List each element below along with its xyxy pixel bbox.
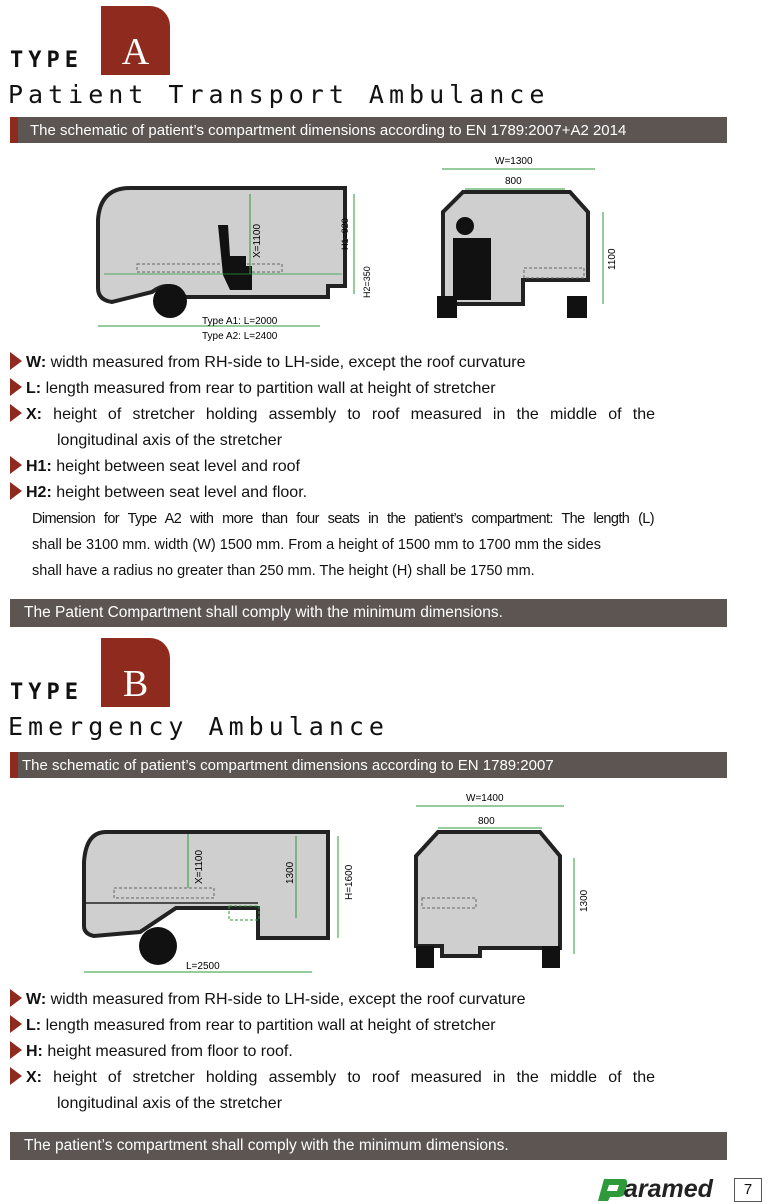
type-b-item-l: L: length measured from rear to partition wall at height of stretcher <box>10 1013 655 1039</box>
arrow-icon <box>10 482 22 500</box>
type-a-l2-label: Type A2: L=2400 <box>202 331 278 342</box>
type-a-footer-bar: The Patient Compartment shall comply with the minimum dimensions. <box>10 599 727 627</box>
type-b-rear-diagram <box>404 788 590 970</box>
type-a-h-label: 1100 <box>607 248 618 270</box>
type-a-item-x: X: height of stretcher holding assembly to roof measured in the middle of the <box>10 402 655 428</box>
type-a-h1-label: H1=920 <box>340 218 350 250</box>
type-b-subtitle: Emergency Ambulance <box>8 712 389 741</box>
type-a-note <box>32 506 654 584</box>
bar-accent <box>10 117 18 143</box>
page-number: 7 <box>734 1178 762 1202</box>
type-a-definitions <box>10 350 655 506</box>
type-a-item-w: W: width measured from RH-side to LH-side, except the roof curvature <box>10 350 655 376</box>
arrow-icon <box>10 1015 22 1033</box>
type-a-note-line-1: Dimension for Type A2 with more than four seats in the patient’s compartment: The length (L) <box>32 511 654 527</box>
type-b-footer-bar: The patient’s compartment shall comply with the minimum dimensions. <box>10 1132 727 1160</box>
type-b-definitions <box>10 987 655 1117</box>
type-a-w-label: W=1300 <box>495 156 533 167</box>
type-a-item-x-cont: longitudinal axis of the stretcher <box>57 432 283 449</box>
type-b-w-inner-label: 800 <box>478 816 495 827</box>
arrow-icon <box>10 352 22 370</box>
type-a-h2-label: H2=350 <box>362 266 372 298</box>
type-a-l1-label: Type A1: L=2000 <box>202 316 278 327</box>
type-b-l-label: L=2500 <box>186 961 220 972</box>
arrow-icon <box>10 456 22 474</box>
type-b-h-label: H=1600 <box>344 864 355 900</box>
type-a-subtitle: Patient Transport Ambulance <box>8 80 550 109</box>
type-b-item-w: W: width measured from RH-side to LH-side, except the roof curvature <box>10 987 655 1013</box>
type-b-x-label: X=1100 <box>194 849 205 884</box>
arrow-icon <box>10 1041 22 1059</box>
type-b-letter: B <box>101 638 170 707</box>
type-b-side-diagram <box>76 826 356 976</box>
type-b-word: TYPE <box>10 680 83 705</box>
type-b-standard-text: The schematic of patient’s compartment dimensions according to EN 1789:2007 <box>22 756 554 774</box>
type-a-item-l: L: length measured from rear to partition wall at height of stretcher <box>10 376 655 402</box>
arrow-icon <box>10 1067 22 1085</box>
bar-accent <box>10 752 18 778</box>
type-a-word: TYPE <box>10 48 83 73</box>
type-a-note-line-3: shall have a radius no greater than 250 mm. The height (H) shall be 1750 mm. <box>32 563 535 579</box>
type-b-h-inner-label: 1300 <box>285 861 296 884</box>
type-a-rear-diagram <box>425 152 618 320</box>
arrow-icon <box>10 404 22 422</box>
type-b-item-x-cont: longitudinal axis of the stretcher <box>57 1095 283 1112</box>
arrow-icon <box>10 378 22 396</box>
type-b-item-x: X: height of stretcher holding assembly to roof measured in the middle of the <box>10 1065 655 1091</box>
type-b-rear-body <box>416 832 560 956</box>
type-a-x-label: X=1100 <box>252 223 263 258</box>
type-a-standard-bar <box>10 117 727 143</box>
type-a-standard-text: The schematic of patient’s compartment dimensions according to EN 1789:2007+A2 2014 <box>30 121 627 139</box>
type-a-letter: A <box>101 6 170 75</box>
type-a-note-line-2: shall be 3100 mm. width (W) 1500 mm. From a height of 1500 mm to 1700 mm the sides <box>32 537 601 553</box>
type-b-standard-bar <box>10 752 727 778</box>
arrow-icon <box>10 989 22 1007</box>
type-b-h-label-rear: 1300 <box>579 889 590 912</box>
logo-text: aramed <box>624 1175 713 1203</box>
type-a-item-h2: H2: height between seat level and floor. <box>10 480 655 506</box>
brand-logo <box>598 1175 728 1203</box>
type-a-w-inner-label: 800 <box>505 176 522 187</box>
type-a-rear-seat <box>453 238 491 300</box>
type-a-item-h1: H1: height between seat level and roof <box>10 454 655 480</box>
type-b-w-label: W=1400 <box>466 793 504 804</box>
type-b-side-wheel <box>139 927 177 965</box>
type-a-side-diagram <box>90 180 390 345</box>
type-b-item-h: H: height measured from floor to roof. <box>10 1039 655 1065</box>
type-a-side-wheel <box>153 284 187 318</box>
